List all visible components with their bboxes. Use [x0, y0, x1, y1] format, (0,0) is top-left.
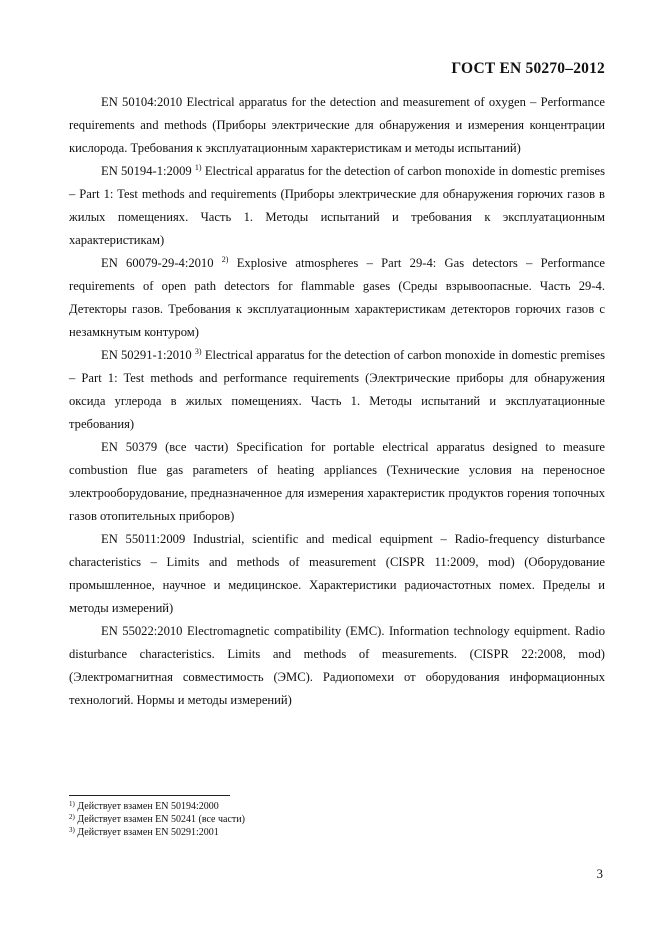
- reference-item: [69, 91, 605, 160]
- reference-code: EN 60079-29-4:2010: [101, 256, 214, 270]
- reference-text: Explosive atmospheres – Part 29-4: Gas detectors – Performance requirements of open path detectors for flammable gases (Среды взрывоопасные. Часть 29-4. Детекторы газов. Требования к эксплуатационным характеристикам детекторов горючих газов с незамкнутым контуром): [69, 256, 605, 339]
- footnote-item: [69, 826, 245, 839]
- footnote-mark: 3): [69, 826, 75, 834]
- reference-text: Electrical apparatus for the detection of carbon monoxide in domestic premises – Part 1: Test methods and requirements (Приборы электрические для обнаружения горючих газов в жилых помещениях. Часть 1. Методы испытаний и требования к эксплуатационным характеристикам): [69, 164, 605, 247]
- reference-item: [69, 252, 605, 344]
- references-list: [69, 91, 605, 712]
- reference-text: Specification for portable electrical apparatus designed to measure combustion flue gas parameters of heating appliances (Технические условия на переносное электрооборудование, предназначенное для измерения характеристик продуктов горения топочных газов отопительных приборов): [69, 440, 605, 523]
- footnote-divider: [69, 795, 230, 796]
- footnote-text: Действует взамен EN 50291:2001: [77, 827, 219, 838]
- reference-code: EN 50379 (все части): [101, 440, 229, 454]
- reference-item: [69, 344, 605, 436]
- reference-item: [69, 528, 605, 620]
- footnote-mark: 2): [69, 813, 75, 821]
- reference-text: Electrical apparatus for the detection and measurement of oxygen – Performance requirements and methods (Приборы электрические для обнаружения и измерения концентрации кислорода. Требования к эксплуатационным характеристикам и методы испытаний): [69, 95, 605, 155]
- reference-item: [69, 620, 605, 712]
- reference-item: [69, 436, 605, 528]
- reference-code: EN 55011:2009: [101, 532, 186, 546]
- footnote-text: Действует взамен EN 50194:2000: [77, 801, 219, 812]
- reference-text: Electrical apparatus for the detection of carbon monoxide in domestic premises – Part 1: Test methods and performance requirements (Электрические приборы для обнаружения оксида углерода в жилых помещениях. Часть 1. Методы испытаний и эксплуатационные требования): [69, 348, 605, 431]
- reference-item: [69, 160, 605, 252]
- footnote-marker: 1): [194, 163, 202, 172]
- reference-text: Electromagnetic compatibility (EMC). Information technology equipment. Radio disturbance characteristics. Limits and methods of measurements. (CISPR 22:2008, mod) (Электромагнитная совместимость (ЭМС). Радиопомехи от оборудования информационных технологий. Нормы и методы измерений): [69, 624, 605, 707]
- document-header: ГОСТ EN 50270–2012: [451, 60, 605, 77]
- page-number: 3: [596, 866, 603, 881]
- reference-code: EN 50104:2010: [101, 95, 183, 109]
- reference-code: EN 50194-1:2009: [101, 164, 192, 178]
- reference-code: EN 55022:2010: [101, 624, 183, 638]
- footnote-item: [69, 813, 245, 826]
- footnotes: [69, 800, 245, 839]
- footnote-marker: 2): [221, 255, 229, 264]
- footnote-item: [69, 800, 245, 813]
- footnote-marker: 3): [194, 347, 202, 356]
- footnote-mark: 1): [69, 800, 75, 808]
- reference-code: EN 50291-1:2010: [101, 348, 192, 362]
- footnote-text: Действует взамен EN 50241 (все части): [77, 814, 245, 825]
- reference-text: Industrial, scientific and medical equipment – Radio-frequency disturbance characteristics – Limits and methods of measurement (CISPR 11:2009, mod) (Оборудование промышленное, научное и медицинское. Характеристики радиочастотных помех. Пределы и методы измерений): [69, 532, 606, 615]
